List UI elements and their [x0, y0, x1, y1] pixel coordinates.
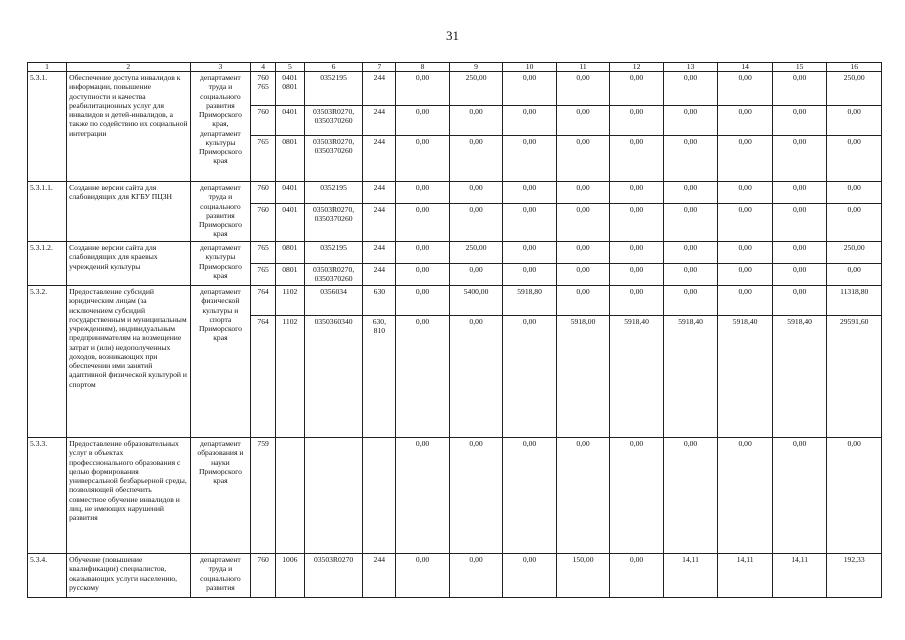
- amount-cell: 0,00: [772, 72, 827, 106]
- amount-cell: 0,00: [503, 264, 557, 286]
- amount-cell: 14,11: [772, 554, 827, 598]
- amount-cell: 250,00: [449, 242, 503, 264]
- amount-cell: 0,00: [718, 136, 773, 182]
- grbs-code: 760: [251, 106, 276, 136]
- table-row: [28, 438, 882, 554]
- amount-cell: 0,00: [449, 554, 503, 598]
- amount-cell: 5918,40: [610, 316, 664, 438]
- column-number-4: 4: [251, 63, 276, 72]
- target-article-code: 0356034: [304, 286, 363, 316]
- amount-cell: 0,00: [556, 72, 610, 106]
- amount-cell: 0,00: [772, 204, 827, 242]
- grbs-code: 765: [251, 242, 276, 264]
- amount-cell: 0,00: [827, 438, 882, 554]
- amount-cell: 0,00: [610, 554, 664, 598]
- amount-cell: 0,00: [772, 136, 827, 182]
- amount-cell: 0,00: [503, 242, 557, 264]
- amount-cell: 0,00: [610, 438, 664, 554]
- amount-cell: 11318,80: [827, 286, 882, 316]
- amount-cell: 0,00: [663, 136, 718, 182]
- amount-cell: 0,00: [449, 264, 503, 286]
- amount-cell: 0,00: [396, 554, 450, 598]
- amount-cell: 0,00: [556, 264, 610, 286]
- amount-cell: 0,00: [503, 72, 557, 106]
- amount-cell: 0,00: [663, 182, 718, 204]
- amount-cell: 0,00: [663, 106, 718, 136]
- target-article-code: 03503R0270, 0350370260: [304, 264, 363, 286]
- item-name: Обучение (повышение квалификации) специалистов, оказывающих услуги населению, русскому: [67, 554, 190, 598]
- amount-cell: 192,33: [827, 554, 882, 598]
- amount-cell: 0,00: [610, 136, 664, 182]
- section-code: 0401: [275, 182, 304, 204]
- amount-cell: 0,00: [396, 316, 450, 438]
- budget-table-container[interactable]: [27, 62, 882, 640]
- amount-cell: 5918,40: [772, 316, 827, 438]
- grbs-code: 760: [251, 554, 276, 598]
- amount-cell: 0,00: [827, 264, 882, 286]
- amount-cell: 0,00: [718, 264, 773, 286]
- amount-cell: 0,00: [827, 204, 882, 242]
- column-number-12: 12: [610, 63, 664, 72]
- amount-cell: 0,00: [718, 286, 773, 316]
- item-executor: департамент физической культуры и спорта Приморского края: [190, 286, 251, 438]
- amount-cell: 0,00: [556, 182, 610, 204]
- target-article-code: 0352195: [304, 182, 363, 204]
- amount-cell: 0,00: [772, 182, 827, 204]
- item-code: 5.3.2.: [28, 286, 67, 438]
- column-number-2: 2: [67, 63, 190, 72]
- amount-cell: 5918,80: [503, 286, 557, 316]
- table-row: [28, 554, 882, 598]
- expense-type-code: 244: [363, 204, 396, 242]
- item-code: 5.3.3.: [28, 438, 67, 554]
- item-executor: департамент труда и социального развития Приморского края: [190, 182, 251, 242]
- amount-cell: 5918,40: [718, 316, 773, 438]
- column-number-11: 11: [556, 63, 610, 72]
- expense-type-code: 630: [363, 286, 396, 316]
- section-code: 0401: [275, 106, 304, 136]
- column-number-header: [28, 63, 882, 72]
- item-executor: департамент труда и социального развития Приморского края, департамент культуры Приморского края: [190, 72, 251, 182]
- item-name: Создание версии сайта для слабовидящих для краевых учреждений культуры: [67, 242, 190, 286]
- amount-cell: 0,00: [503, 136, 557, 182]
- item-executor: департамент культуры Приморского края: [190, 242, 251, 286]
- table-row: [28, 242, 882, 264]
- amount-cell: 0,00: [556, 136, 610, 182]
- item-code: 5.3.1.2.: [28, 242, 67, 286]
- amount-cell: 0,00: [718, 106, 773, 136]
- amount-cell: 0,00: [663, 264, 718, 286]
- amount-cell: 0,00: [827, 106, 882, 136]
- amount-cell: 0,00: [396, 182, 450, 204]
- expense-type-code: 244: [363, 264, 396, 286]
- column-number-3: 3: [190, 63, 251, 72]
- grbs-code: 760: [251, 182, 276, 204]
- table-row: [28, 72, 882, 106]
- amount-cell: 150,00: [556, 554, 610, 598]
- amount-cell: 0,00: [663, 72, 718, 106]
- amount-cell: 0,00: [610, 204, 664, 242]
- expense-type-code: 244: [363, 136, 396, 182]
- amount-cell: 0,00: [396, 106, 450, 136]
- column-number-5: 5: [275, 63, 304, 72]
- item-name: Предоставление субсидий юридическим лицам (за исключением субсидий государственным и муниципальным учреждениям), индивидуальным предпринимателям на возмещение затрат и (или) недополученных доходов, возникающих при обеспечении ими занятий адаптивной физической культурой и спортом: [67, 286, 190, 438]
- section-code: 0401: [275, 204, 304, 242]
- amount-cell: 0,00: [718, 182, 773, 204]
- expense-type-code: 630, 810: [363, 316, 396, 438]
- page-number: 31: [446, 28, 459, 43]
- expense-type-code: 244: [363, 554, 396, 598]
- item-name: Обеспечение доступа инвалидов к информации, повышение доступности и качества реабилитационных услуг для инвалидов и детей-инвалидов, а также по содействию их социальной интеграции: [67, 72, 190, 182]
- item-code: 5.3.1.: [28, 72, 67, 182]
- amount-cell: 5918,40: [663, 316, 718, 438]
- amount-cell: 0,00: [503, 316, 557, 438]
- section-code: 0801: [275, 136, 304, 182]
- grbs-code: 764: [251, 286, 276, 316]
- amount-cell: 0,00: [449, 136, 503, 182]
- amount-cell: 250,00: [827, 72, 882, 106]
- item-code: 5.3.1.1.: [28, 182, 67, 242]
- amount-cell: 0,00: [503, 204, 557, 242]
- expense-type-code: 244: [363, 72, 396, 106]
- column-number-8: 8: [396, 63, 450, 72]
- amount-cell: 250,00: [827, 242, 882, 264]
- amount-cell: 0,00: [396, 204, 450, 242]
- amount-cell: 0,00: [772, 242, 827, 264]
- amount-cell: 0,00: [396, 438, 450, 554]
- table-row: [28, 182, 882, 204]
- amount-cell: 0,00: [718, 242, 773, 264]
- budget-table: [27, 62, 882, 598]
- section-code: [275, 438, 304, 554]
- amount-cell: 0,00: [396, 286, 450, 316]
- section-code: 0801: [275, 242, 304, 264]
- section-code: 1006: [275, 554, 304, 598]
- amount-cell: 0,00: [663, 438, 718, 554]
- amount-cell: 0,00: [610, 182, 664, 204]
- amount-cell: 0,00: [396, 242, 450, 264]
- amount-cell: 0,00: [449, 182, 503, 204]
- target-article-code: 0352195: [304, 242, 363, 264]
- amount-cell: 5400,00: [449, 286, 503, 316]
- amount-cell: 0,00: [556, 438, 610, 554]
- column-number-16: 16: [827, 63, 882, 72]
- section-code: 0401 0801: [275, 72, 304, 106]
- amount-cell: 14,11: [718, 554, 773, 598]
- amount-cell: 0,00: [718, 204, 773, 242]
- grbs-code: 759: [251, 438, 276, 554]
- item-executor: департамент труда и социального развития: [190, 554, 251, 598]
- amount-cell: 0,00: [503, 106, 557, 136]
- amount-cell: 0,00: [503, 182, 557, 204]
- item-code: 5.3.4.: [28, 554, 67, 598]
- target-article-code: 03503R0270, 0350370260: [304, 136, 363, 182]
- amount-cell: 0,00: [556, 106, 610, 136]
- amount-cell: 0,00: [396, 264, 450, 286]
- table-row: [28, 286, 882, 316]
- item-name: Предоставление образовательных услуг в объектах профессионального образования с целью формирования универсальной безбарьерной среды, позволяющей обеспечить совместное обучение инвалидов и лиц, не имеющих нарушений развития: [67, 438, 190, 554]
- amount-cell: 0,00: [449, 438, 503, 554]
- amount-cell: 0,00: [772, 438, 827, 554]
- section-code: 0801: [275, 264, 304, 286]
- expense-type-code: 244: [363, 182, 396, 204]
- section-code: 1102: [275, 286, 304, 316]
- grbs-code: 765: [251, 136, 276, 182]
- grbs-code: 760 765: [251, 72, 276, 106]
- item-executor: департамент образования и науки Приморского края: [190, 438, 251, 554]
- section-code: 1102: [275, 316, 304, 438]
- grbs-code: 764: [251, 316, 276, 438]
- amount-cell: 0,00: [772, 286, 827, 316]
- column-number-15: 15: [772, 63, 827, 72]
- grbs-code: 760: [251, 204, 276, 242]
- amount-cell: 0,00: [449, 316, 503, 438]
- target-article-code: 0350360340: [304, 316, 363, 438]
- amount-cell: 0,00: [449, 106, 503, 136]
- target-article-code: [304, 438, 363, 554]
- amount-cell: 0,00: [772, 106, 827, 136]
- grbs-code: 765: [251, 264, 276, 286]
- amount-cell: 0,00: [396, 136, 450, 182]
- amount-cell: 250,00: [449, 72, 503, 106]
- column-number-14: 14: [718, 63, 773, 72]
- column-number-7: 7: [363, 63, 396, 72]
- amount-cell: 0,00: [610, 286, 664, 316]
- amount-cell: 5918,00: [556, 316, 610, 438]
- amount-cell: 0,00: [663, 286, 718, 316]
- target-article-code: 03503R0270, 0350370260: [304, 106, 363, 136]
- amount-cell: 0,00: [718, 72, 773, 106]
- amount-cell: 0,00: [503, 438, 557, 554]
- amount-cell: 0,00: [556, 286, 610, 316]
- target-article-code: 03503R0270, 0350370260: [304, 204, 363, 242]
- amount-cell: 0,00: [396, 72, 450, 106]
- column-number-1: 1: [28, 63, 67, 72]
- amount-cell: 0,00: [610, 106, 664, 136]
- table-body: [28, 72, 882, 598]
- amount-cell: 0,00: [827, 136, 882, 182]
- amount-cell: 0,00: [718, 438, 773, 554]
- target-article-code: 03503R0270: [304, 554, 363, 598]
- item-name: Создание версии сайта для слабовидящих для КГБУ ПЦЗН: [67, 182, 190, 242]
- amount-cell: 0,00: [503, 554, 557, 598]
- column-number-10: 10: [503, 63, 557, 72]
- expense-type-code: 244: [363, 106, 396, 136]
- amount-cell: 0,00: [663, 204, 718, 242]
- expense-type-code: 244: [363, 242, 396, 264]
- target-article-code: 0352195: [304, 72, 363, 106]
- amount-cell: 0,00: [772, 264, 827, 286]
- column-number-6: 6: [304, 63, 363, 72]
- amount-cell: 0,00: [827, 182, 882, 204]
- amount-cell: 29591,60: [827, 316, 882, 438]
- column-number-9: 9: [449, 63, 503, 72]
- amount-cell: 0,00: [610, 264, 664, 286]
- amount-cell: 0,00: [556, 242, 610, 264]
- expense-type-code: [363, 438, 396, 554]
- amount-cell: 0,00: [663, 242, 718, 264]
- amount-cell: 0,00: [610, 242, 664, 264]
- column-number-13: 13: [663, 63, 718, 72]
- amount-cell: 0,00: [449, 204, 503, 242]
- amount-cell: 0,00: [610, 72, 664, 106]
- amount-cell: 14,11: [663, 554, 718, 598]
- amount-cell: 0,00: [556, 204, 610, 242]
